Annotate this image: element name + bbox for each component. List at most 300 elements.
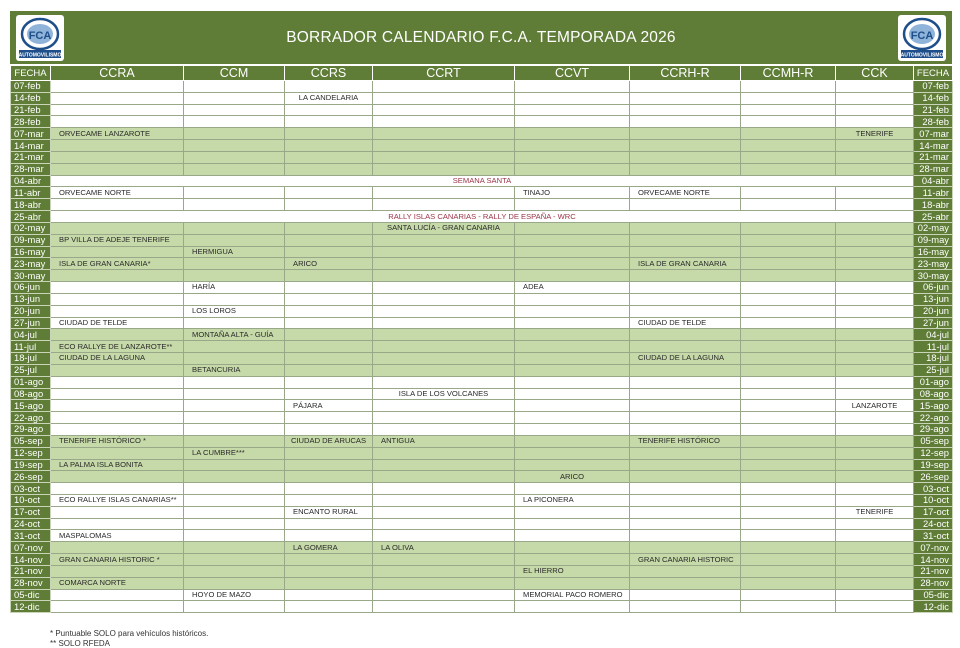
fca-logo-right [898, 15, 946, 61]
table-row [11, 388, 953, 400]
empty-cell [741, 494, 836, 506]
table-row [11, 329, 953, 341]
empty-cell [515, 258, 630, 270]
date-cell-left: 03-oct [11, 483, 51, 495]
empty-cell [630, 293, 741, 305]
date-cell-left: 14-feb [11, 92, 51, 104]
empty-cell [285, 187, 373, 199]
empty-cell [285, 329, 373, 341]
footnote-rfeda: ** SOLO RFEDA [50, 639, 111, 648]
empty-cell [373, 246, 515, 258]
empty-cell [515, 388, 630, 400]
empty-cell [373, 447, 515, 459]
empty-cell [373, 577, 515, 589]
empty-cell [373, 282, 515, 294]
empty-cell [741, 601, 836, 613]
empty-cell [373, 424, 515, 436]
empty-cell [184, 471, 285, 483]
event-cell: HOYO DE MAZO [184, 589, 285, 601]
empty-cell [285, 530, 373, 542]
date-cell-right: 02-may [914, 222, 953, 234]
empty-cell [741, 92, 836, 104]
empty-cell [836, 341, 914, 353]
empty-cell [741, 151, 836, 163]
special-event-cell: RALLY ISLAS CANARIAS - RALLY DE ESPAÑA - WRC [51, 211, 914, 223]
empty-cell [741, 329, 836, 341]
empty-cell [285, 483, 373, 495]
date-cell-left: 30-may [11, 270, 51, 282]
date-cell-left: 05-dic [11, 589, 51, 601]
event-cell: ADEA [515, 282, 630, 294]
empty-cell [51, 270, 184, 282]
date-cell-right: 28-feb [914, 116, 953, 128]
empty-cell [51, 412, 184, 424]
empty-cell [630, 565, 741, 577]
empty-cell [51, 81, 184, 93]
date-cell-right: 04-abr [914, 175, 953, 187]
table-row [11, 364, 953, 376]
empty-cell [741, 270, 836, 282]
empty-cell [373, 530, 515, 542]
date-cell-right: 26-sep [914, 471, 953, 483]
empty-cell [285, 140, 373, 152]
empty-cell [184, 163, 285, 175]
empty-cell [515, 305, 630, 317]
empty-cell [184, 565, 285, 577]
empty-cell [836, 364, 914, 376]
empty-cell [515, 151, 630, 163]
event-cell: LOS LOROS [184, 305, 285, 317]
empty-cell [741, 199, 836, 211]
date-cell-left: 12-dic [11, 601, 51, 613]
empty-cell [515, 447, 630, 459]
col-header-ccrs: CCRS [285, 66, 373, 81]
empty-cell [515, 341, 630, 353]
empty-cell [373, 329, 515, 341]
table-row [11, 577, 953, 589]
table-row [11, 151, 953, 163]
empty-cell [630, 116, 741, 128]
empty-cell [515, 317, 630, 329]
empty-cell [741, 341, 836, 353]
empty-cell [285, 577, 373, 589]
empty-cell [741, 506, 836, 518]
empty-cell [184, 506, 285, 518]
table-row [11, 317, 953, 329]
date-cell-left: 23-may [11, 258, 51, 270]
empty-cell [373, 376, 515, 388]
empty-cell [51, 104, 184, 116]
empty-cell [515, 554, 630, 566]
event-cell: CIUDAD DE ARUCAS [285, 435, 373, 447]
event-cell: HERMIGUA [184, 246, 285, 258]
event-cell: ECO RALLYE ISLAS CANARIAS** [51, 494, 184, 506]
empty-cell [285, 246, 373, 258]
event-cell: ORVECAME NORTE [51, 187, 184, 199]
event-cell: HARÍA [184, 282, 285, 294]
date-cell-left: 27-jun [11, 317, 51, 329]
empty-cell [630, 151, 741, 163]
empty-cell [741, 364, 836, 376]
empty-cell [836, 601, 914, 613]
date-cell-left: 19-sep [11, 459, 51, 471]
empty-cell [184, 140, 285, 152]
empty-cell [836, 589, 914, 601]
empty-cell [51, 388, 184, 400]
empty-cell [184, 542, 285, 554]
empty-cell [836, 140, 914, 152]
empty-cell [373, 589, 515, 601]
empty-cell [51, 329, 184, 341]
empty-cell [515, 483, 630, 495]
empty-cell [285, 601, 373, 613]
empty-cell [515, 530, 630, 542]
date-cell-left: 18-abr [11, 199, 51, 211]
table-row [11, 471, 953, 483]
empty-cell [630, 92, 741, 104]
empty-cell [836, 412, 914, 424]
fca-logo-left [16, 15, 64, 61]
empty-cell [836, 222, 914, 234]
empty-cell [51, 305, 184, 317]
empty-cell [373, 317, 515, 329]
col-header-cck: CCK [836, 66, 914, 81]
date-cell-left: 04-abr [11, 175, 51, 187]
empty-cell [285, 81, 373, 93]
date-cell-left: 01-ago [11, 376, 51, 388]
empty-cell [630, 589, 741, 601]
date-cell-right: 08-ago [914, 388, 953, 400]
event-cell: BP VILLA DE ADEJE TENERIFE [51, 234, 184, 246]
empty-cell [285, 341, 373, 353]
table-row [11, 554, 953, 566]
empty-cell [184, 435, 285, 447]
empty-cell [285, 222, 373, 234]
empty-cell [373, 459, 515, 471]
empty-cell [630, 246, 741, 258]
empty-cell [836, 81, 914, 93]
table-row [11, 211, 953, 223]
empty-cell [836, 246, 914, 258]
calendar-body [11, 81, 953, 613]
empty-cell [741, 234, 836, 246]
empty-cell [515, 199, 630, 211]
date-cell-left: 26-sep [11, 471, 51, 483]
empty-cell [515, 506, 630, 518]
empty-cell [373, 494, 515, 506]
date-cell-right: 25-jul [914, 364, 953, 376]
empty-cell [630, 270, 741, 282]
event-cell: LA PALMA ISLA BONITA [51, 459, 184, 471]
date-cell-right: 31-oct [914, 530, 953, 542]
empty-cell [184, 483, 285, 495]
empty-cell [184, 104, 285, 116]
empty-cell [373, 483, 515, 495]
table-row [11, 140, 953, 152]
empty-cell [373, 305, 515, 317]
table-row [11, 494, 953, 506]
empty-cell [836, 151, 914, 163]
event-cell: CIUDAD DE TELDE [630, 317, 741, 329]
empty-cell [515, 353, 630, 365]
empty-cell [373, 92, 515, 104]
date-cell-right: 13-jun [914, 293, 953, 305]
date-cell-right: 20-jun [914, 305, 953, 317]
event-cell: PÁJARA [285, 400, 373, 412]
empty-cell [51, 601, 184, 613]
empty-cell [515, 424, 630, 436]
date-cell-left: 13-jun [11, 293, 51, 305]
empty-cell [515, 116, 630, 128]
empty-cell [184, 92, 285, 104]
empty-cell [184, 400, 285, 412]
date-cell-right: 05-sep [914, 435, 953, 447]
date-cell-left: 28-mar [11, 163, 51, 175]
date-cell-left: 15-ago [11, 400, 51, 412]
empty-cell [630, 447, 741, 459]
date-cell-left: 18-jul [11, 353, 51, 365]
empty-cell [741, 577, 836, 589]
empty-cell [630, 530, 741, 542]
event-cell: ENCANTO RURAL [285, 506, 373, 518]
header-row [11, 66, 953, 81]
empty-cell [373, 81, 515, 93]
empty-cell [515, 104, 630, 116]
event-cell: TENERIFE [836, 128, 914, 140]
empty-cell [836, 577, 914, 589]
empty-cell [741, 542, 836, 554]
empty-cell [741, 388, 836, 400]
empty-cell [285, 459, 373, 471]
empty-cell [836, 459, 914, 471]
empty-cell [184, 293, 285, 305]
date-cell-right: 21-nov [914, 565, 953, 577]
empty-cell [630, 400, 741, 412]
table-row [11, 92, 953, 104]
page-title: BORRADOR CALENDARIO F.C.A. TEMPORADA 2026 [286, 29, 676, 46]
date-cell-left: 12-sep [11, 447, 51, 459]
empty-cell [184, 459, 285, 471]
event-cell: LA CANDELARIA [285, 92, 373, 104]
empty-cell [515, 140, 630, 152]
empty-cell [630, 388, 741, 400]
date-cell-left: 29-ago [11, 424, 51, 436]
empty-cell [184, 151, 285, 163]
date-cell-right: 14-feb [914, 92, 953, 104]
col-header-ccrt: CCRT [373, 66, 515, 81]
date-cell-left: 05-sep [11, 435, 51, 447]
empty-cell [51, 565, 184, 577]
empty-cell [515, 329, 630, 341]
empty-cell [630, 494, 741, 506]
calendar-table [10, 65, 953, 613]
event-cell: TENERIFE HISTÓRICO [630, 435, 741, 447]
empty-cell [741, 116, 836, 128]
event-cell: LANZAROTE [836, 400, 914, 412]
empty-cell [51, 199, 184, 211]
empty-cell [285, 518, 373, 530]
empty-cell [184, 412, 285, 424]
date-cell-right: 30-may [914, 270, 953, 282]
fca-logo-icon [16, 15, 64, 61]
empty-cell [373, 601, 515, 613]
footnotes [50, 629, 208, 648]
col-header-ccvt: CCVT [515, 66, 630, 81]
fca-logo-icon [898, 15, 946, 61]
date-cell-right: 17-oct [914, 506, 953, 518]
empty-cell [184, 388, 285, 400]
table-row [11, 258, 953, 270]
empty-cell [515, 81, 630, 93]
date-cell-right: 03-oct [914, 483, 953, 495]
empty-cell [285, 471, 373, 483]
empty-cell [373, 471, 515, 483]
empty-cell [184, 258, 285, 270]
empty-cell [51, 506, 184, 518]
empty-cell [741, 282, 836, 294]
empty-cell [515, 400, 630, 412]
empty-cell [836, 388, 914, 400]
date-cell-right: 05-dic [914, 589, 953, 601]
empty-cell [373, 116, 515, 128]
empty-cell [373, 104, 515, 116]
event-cell: ARICO [515, 471, 630, 483]
logo-subtext: AUTOMOVILISMO [18, 52, 62, 59]
col-header-ccmh-r: CCMH-R [741, 66, 836, 81]
table-row [11, 376, 953, 388]
empty-cell [630, 471, 741, 483]
empty-cell [184, 128, 285, 140]
empty-cell [51, 542, 184, 554]
event-cell: LA GOMERA [285, 542, 373, 554]
date-cell-left: 07-mar [11, 128, 51, 140]
date-cell-right: 15-ago [914, 400, 953, 412]
empty-cell [51, 116, 184, 128]
empty-cell [51, 282, 184, 294]
empty-cell [741, 222, 836, 234]
empty-cell [285, 589, 373, 601]
table-row [11, 199, 953, 211]
empty-cell [741, 81, 836, 93]
table-row [11, 424, 953, 436]
empty-cell [630, 542, 741, 554]
empty-cell [836, 282, 914, 294]
empty-cell [836, 554, 914, 566]
empty-cell [51, 246, 184, 258]
empty-cell [285, 293, 373, 305]
empty-cell [741, 104, 836, 116]
empty-cell [184, 234, 285, 246]
event-cell: MEMORIAL PACO ROMERO [515, 589, 630, 601]
empty-cell [373, 258, 515, 270]
event-cell: BETANCURIA [184, 364, 285, 376]
date-cell-left: 02-may [11, 222, 51, 234]
empty-cell [836, 234, 914, 246]
date-cell-right: 18-abr [914, 199, 953, 211]
empty-cell [741, 483, 836, 495]
date-cell-right: 01-ago [914, 376, 953, 388]
empty-cell [630, 222, 741, 234]
empty-cell [285, 447, 373, 459]
event-cell: GRAN CANARIA HISTORIC [630, 554, 741, 566]
date-cell-left: 31-oct [11, 530, 51, 542]
empty-cell [836, 483, 914, 495]
empty-cell [515, 234, 630, 246]
empty-cell [184, 601, 285, 613]
empty-cell [51, 222, 184, 234]
empty-cell [285, 151, 373, 163]
empty-cell [515, 364, 630, 376]
empty-cell [741, 435, 836, 447]
empty-cell [184, 577, 285, 589]
table-row [11, 483, 953, 495]
empty-cell [373, 412, 515, 424]
empty-cell [630, 601, 741, 613]
empty-cell [373, 518, 515, 530]
empty-cell [285, 412, 373, 424]
table-row [11, 305, 953, 317]
date-cell-right: 19-sep [914, 459, 953, 471]
empty-cell [184, 530, 285, 542]
empty-cell [630, 506, 741, 518]
empty-cell [741, 376, 836, 388]
date-cell-right: 18-jul [914, 353, 953, 365]
empty-cell [285, 424, 373, 436]
event-cell: TENERIFE HISTÓRICO * [51, 435, 184, 447]
empty-cell [741, 128, 836, 140]
table-row [11, 222, 953, 234]
table-row [11, 341, 953, 353]
date-cell-left: 21-mar [11, 151, 51, 163]
date-cell-left: 24-oct [11, 518, 51, 530]
empty-cell [51, 483, 184, 495]
event-cell: SANTA LUCÍA - GRAN CANARIA [373, 222, 515, 234]
logo-text: FCA [910, 30, 934, 42]
empty-cell [184, 353, 285, 365]
empty-cell [741, 424, 836, 436]
empty-cell [285, 494, 373, 506]
empty-cell [515, 459, 630, 471]
empty-cell [630, 424, 741, 436]
event-cell: ARICO [285, 258, 373, 270]
table-row [11, 246, 953, 258]
date-cell-left: 04-jul [11, 329, 51, 341]
table-row [11, 282, 953, 294]
event-cell: COMARCA NORTE [51, 577, 184, 589]
event-cell: ISLA DE GRAN CANARIA [630, 258, 741, 270]
table-row [11, 187, 953, 199]
empty-cell [741, 187, 836, 199]
table-row [11, 459, 953, 471]
empty-cell [184, 518, 285, 530]
empty-cell [285, 116, 373, 128]
empty-cell [51, 151, 184, 163]
empty-cell [630, 412, 741, 424]
date-cell-right: 11-abr [914, 187, 953, 199]
empty-cell [741, 246, 836, 258]
empty-cell [373, 400, 515, 412]
event-cell: ISLA DE LOS VOLCANES [373, 388, 515, 400]
empty-cell [51, 163, 184, 175]
date-cell-left: 08-ago [11, 388, 51, 400]
empty-cell [836, 258, 914, 270]
empty-cell [51, 471, 184, 483]
empty-cell [836, 353, 914, 365]
empty-cell [630, 128, 741, 140]
date-cell-right: 07-feb [914, 81, 953, 93]
empty-cell [184, 270, 285, 282]
date-cell-right: 12-sep [914, 447, 953, 459]
